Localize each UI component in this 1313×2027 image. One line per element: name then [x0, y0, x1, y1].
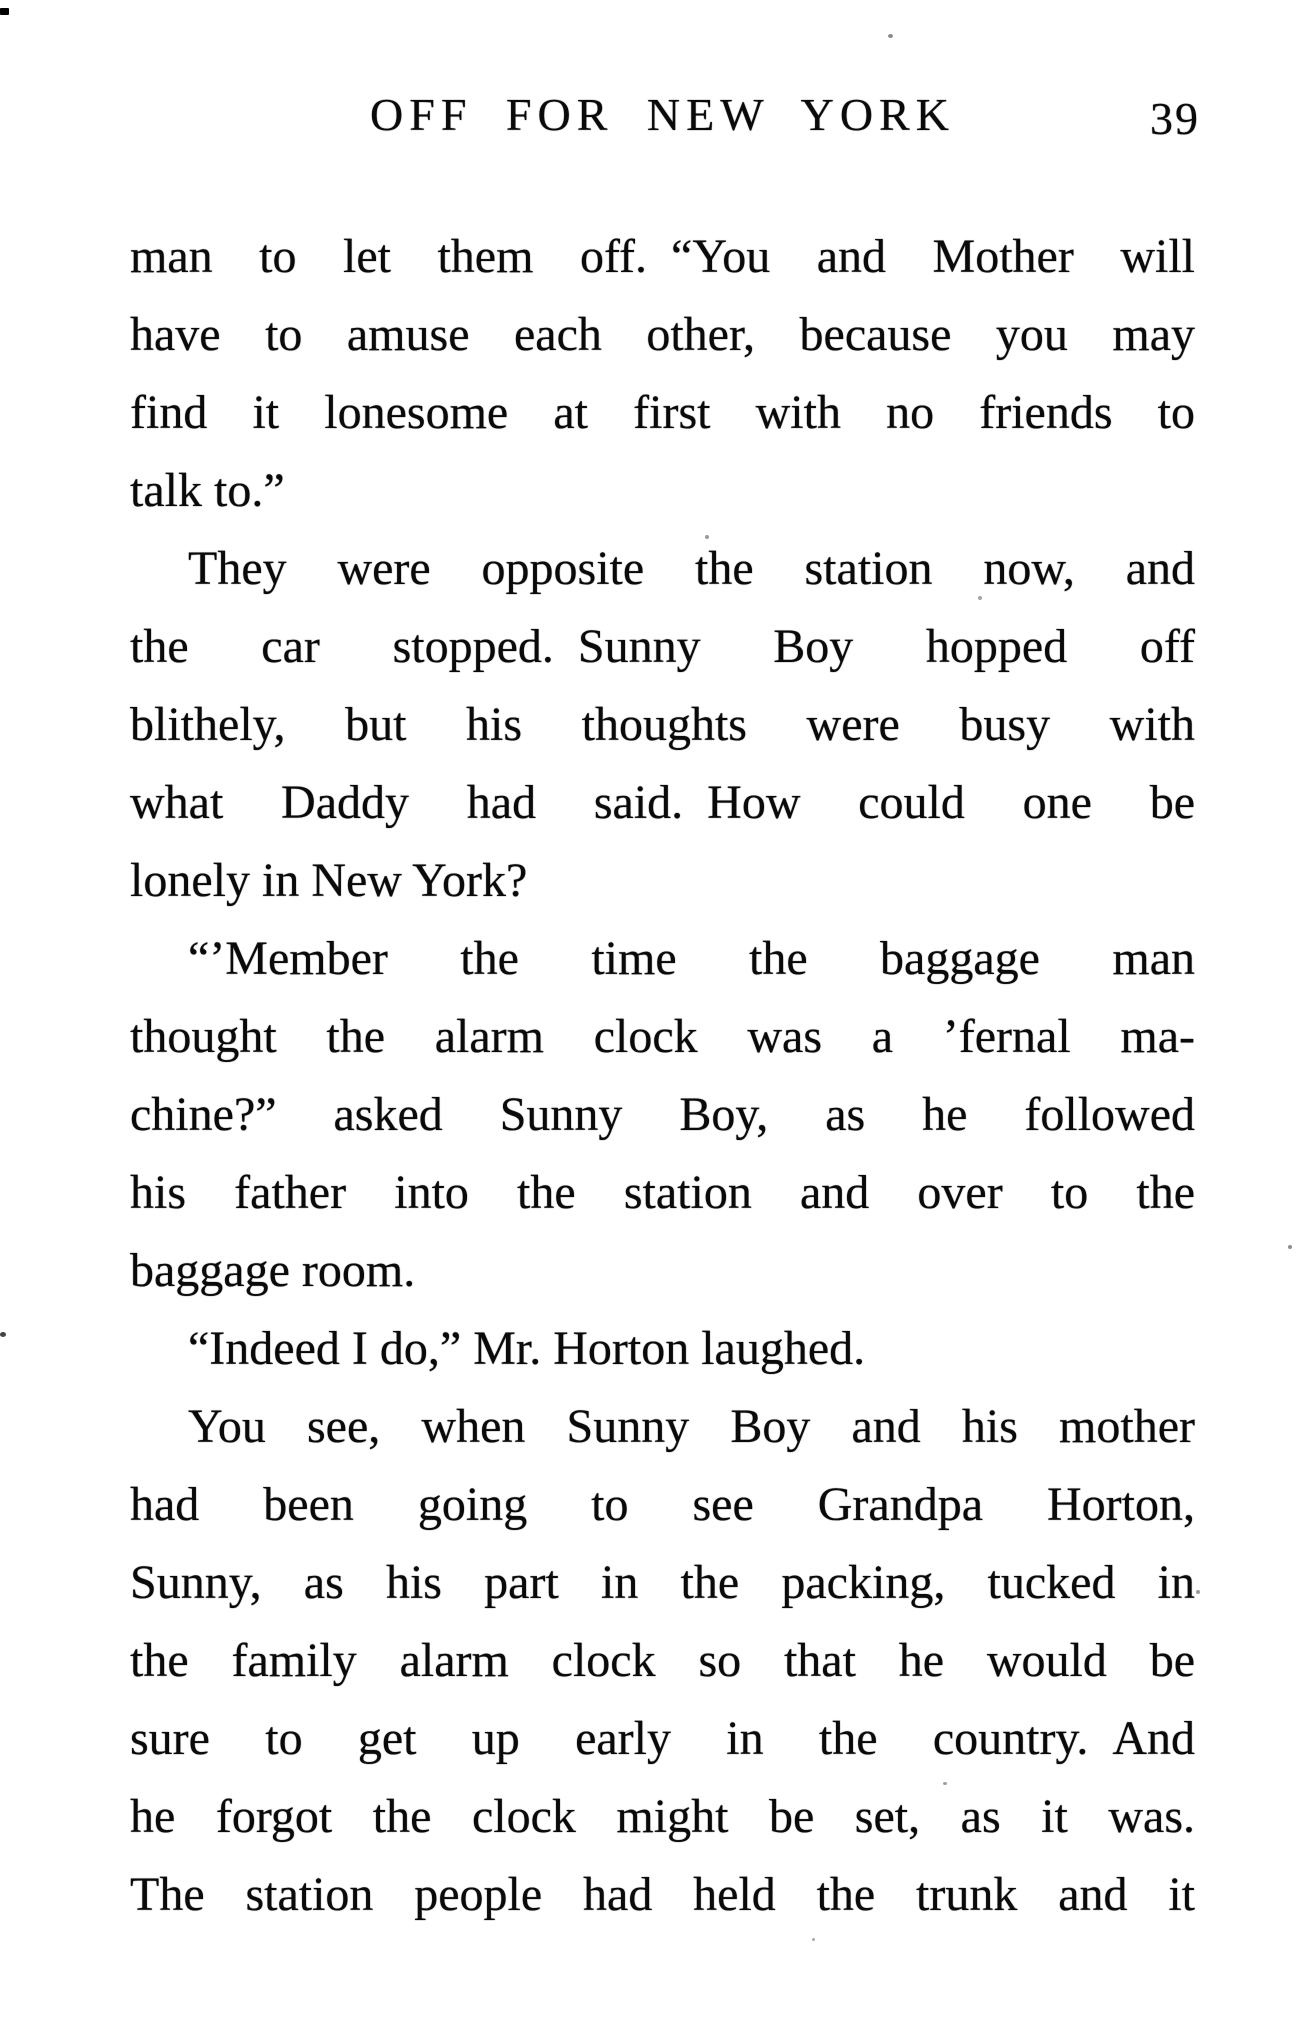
scan-speck	[978, 596, 982, 600]
text-line: talk to.”	[130, 464, 285, 517]
scan-speck	[888, 34, 893, 38]
text-line: Sunny, as his part in the packing, tucked in	[130, 1556, 1195, 1609]
text-line: had been going to see Grandpa Horton,	[130, 1478, 1195, 1531]
text-line: what Daddy had said. How could one be	[130, 776, 1195, 829]
text-line: The station people had held the trunk and it	[130, 1868, 1195, 1921]
running-head-title: OFF FOR NEW YORK	[370, 89, 955, 140]
text-line: chine?” asked Sunny Boy, as he followed	[130, 1088, 1195, 1141]
scan-speck	[0, 8, 9, 15]
text-line: sure to get up early in the country. And	[130, 1712, 1195, 1765]
text-line: “Indeed I do,” Mr. Horton laughed.	[188, 1322, 866, 1375]
scan-speck	[705, 535, 709, 539]
scan-speck	[0, 1332, 6, 1337]
text-line: the car stopped. Sunny Boy hopped off	[130, 620, 1195, 673]
text-line: You see, when Sunny Boy and his mother	[188, 1400, 1195, 1453]
text-line: find it lonesome at first with no friends to	[130, 386, 1195, 439]
page-number: 39	[1150, 93, 1200, 144]
text-line: the family alarm clock so that he would be	[130, 1634, 1195, 1687]
text-line: blithely, but his thoughts were busy with	[130, 698, 1195, 751]
scan-speck	[812, 1938, 815, 1941]
scan-speck	[943, 1782, 947, 1785]
page-body-text	[130, 218, 1195, 1934]
text-line: his father into the station and over to the	[130, 1166, 1195, 1219]
scan-speck	[1196, 1590, 1200, 1594]
scan-speck	[1288, 1245, 1292, 1249]
text-line: baggage room.	[130, 1244, 416, 1297]
text-line: They were opposite the station now, and	[188, 542, 1195, 595]
text-line: “’Member the time the baggage man	[188, 932, 1195, 985]
text-line: lonely in New York?	[130, 854, 528, 907]
text-line: man to let them off. “You and Mother will	[130, 230, 1195, 283]
text-line: have to amuse each other, because you may	[130, 308, 1195, 361]
text-line: thought the alarm clock was a ’fernal ma-	[130, 1010, 1195, 1063]
text-line: he forgot the clock might be set, as it was.	[130, 1790, 1195, 1843]
